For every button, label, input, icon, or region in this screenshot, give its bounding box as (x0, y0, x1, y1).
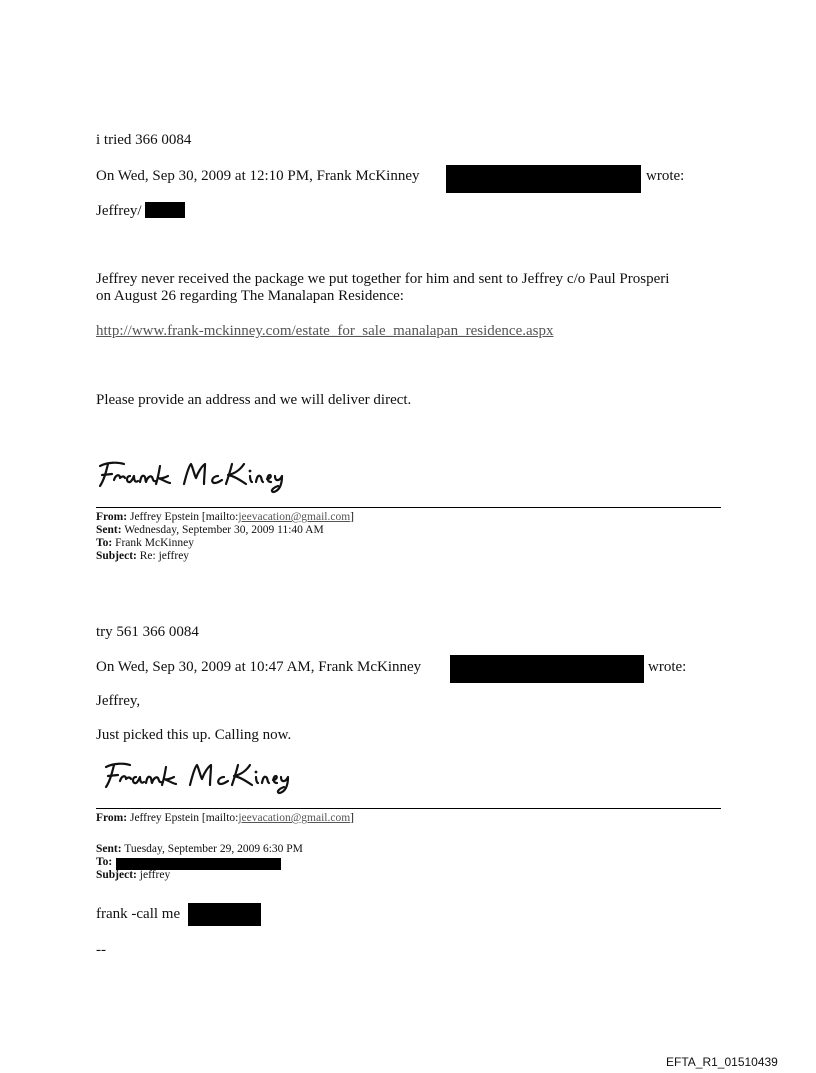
from-value: Jeffrey Epstein [mailto: (129, 511, 239, 523)
listing-link[interactable]: http://www.frank-mckinney.com/estate_for_sale_manalapan_residence.aspx (96, 323, 554, 339)
wrote-line-2: On Wed, Sep 30, 2009 at 10:47 AM, Frank McKinney (96, 659, 422, 675)
from-label: From: (96, 511, 128, 523)
header2-sent (96, 843, 303, 856)
header1-to (96, 537, 194, 550)
body-2: Just picked this up. Calling now. (96, 727, 292, 743)
signature-dashes: -- (96, 942, 106, 958)
reply-line-2: try 561 366 0084 (96, 624, 199, 640)
subject-value: Re: jeffrey (139, 550, 190, 562)
header1-sent (96, 524, 324, 537)
redacted-phone (188, 903, 261, 926)
reply-line-1: i tried 366 0084 (96, 132, 192, 148)
header1-subject (96, 550, 189, 563)
from-email-link[interactable]: jeevacation@gmail.com (238, 511, 351, 523)
subject-label: Subject: (96, 869, 137, 881)
call-me-line: frank -call me (96, 906, 181, 922)
salutation-1: Jeffrey/ (96, 203, 142, 219)
to-value: Frank McKinney (115, 537, 194, 549)
sent-value: Wednesday, September 30, 2009 11:40 AM (124, 524, 324, 536)
sent-label: Sent: (96, 524, 122, 536)
redacted-email-1 (446, 165, 641, 193)
body-line-2: on August 26 regarding The Manalapan Residence: (96, 288, 404, 304)
header2-from (96, 812, 354, 825)
body-line-1: Jeffrey never received the package we put together for him and sent to Jeffrey c/o Paul Prosperi (96, 271, 670, 287)
wrote-suffix-2: wrote: (648, 659, 687, 675)
closing-line: Please provide an address and we will deliver direct. (96, 392, 412, 408)
salutation-2: Jeffrey, (96, 693, 141, 709)
from-end: ] (350, 812, 354, 824)
divider-1 (96, 507, 721, 508)
sent-label: Sent: (96, 843, 122, 855)
header1-from (96, 511, 354, 524)
header2-subject (96, 869, 170, 882)
from-label: From: (96, 812, 128, 824)
divider-2 (96, 808, 721, 809)
from-end: ] (350, 511, 354, 523)
to-label: To: (96, 856, 113, 868)
redacted-email-2 (450, 655, 644, 683)
subject-value: jeffrey (139, 869, 171, 881)
document-id-footer: EFTA_R1_01510439 (666, 1055, 778, 1069)
wrote-line-1: On Wed, Sep 30, 2009 at 12:10 PM, Frank McKinney (96, 168, 420, 184)
wrote-suffix-1: wrote: (646, 168, 685, 184)
from-email-link[interactable]: jeevacation@gmail.com (238, 812, 351, 824)
handwritten-signature-2 (100, 757, 300, 797)
redacted-name-1 (145, 202, 185, 218)
subject-label: Subject: (96, 550, 137, 562)
handwritten-signature-1 (94, 456, 294, 496)
to-label: To: (96, 537, 113, 549)
from-value: Jeffrey Epstein [mailto: (129, 812, 239, 824)
header2-to (96, 856, 112, 869)
sent-value: Tuesday, September 29, 2009 6:30 PM (124, 843, 303, 855)
